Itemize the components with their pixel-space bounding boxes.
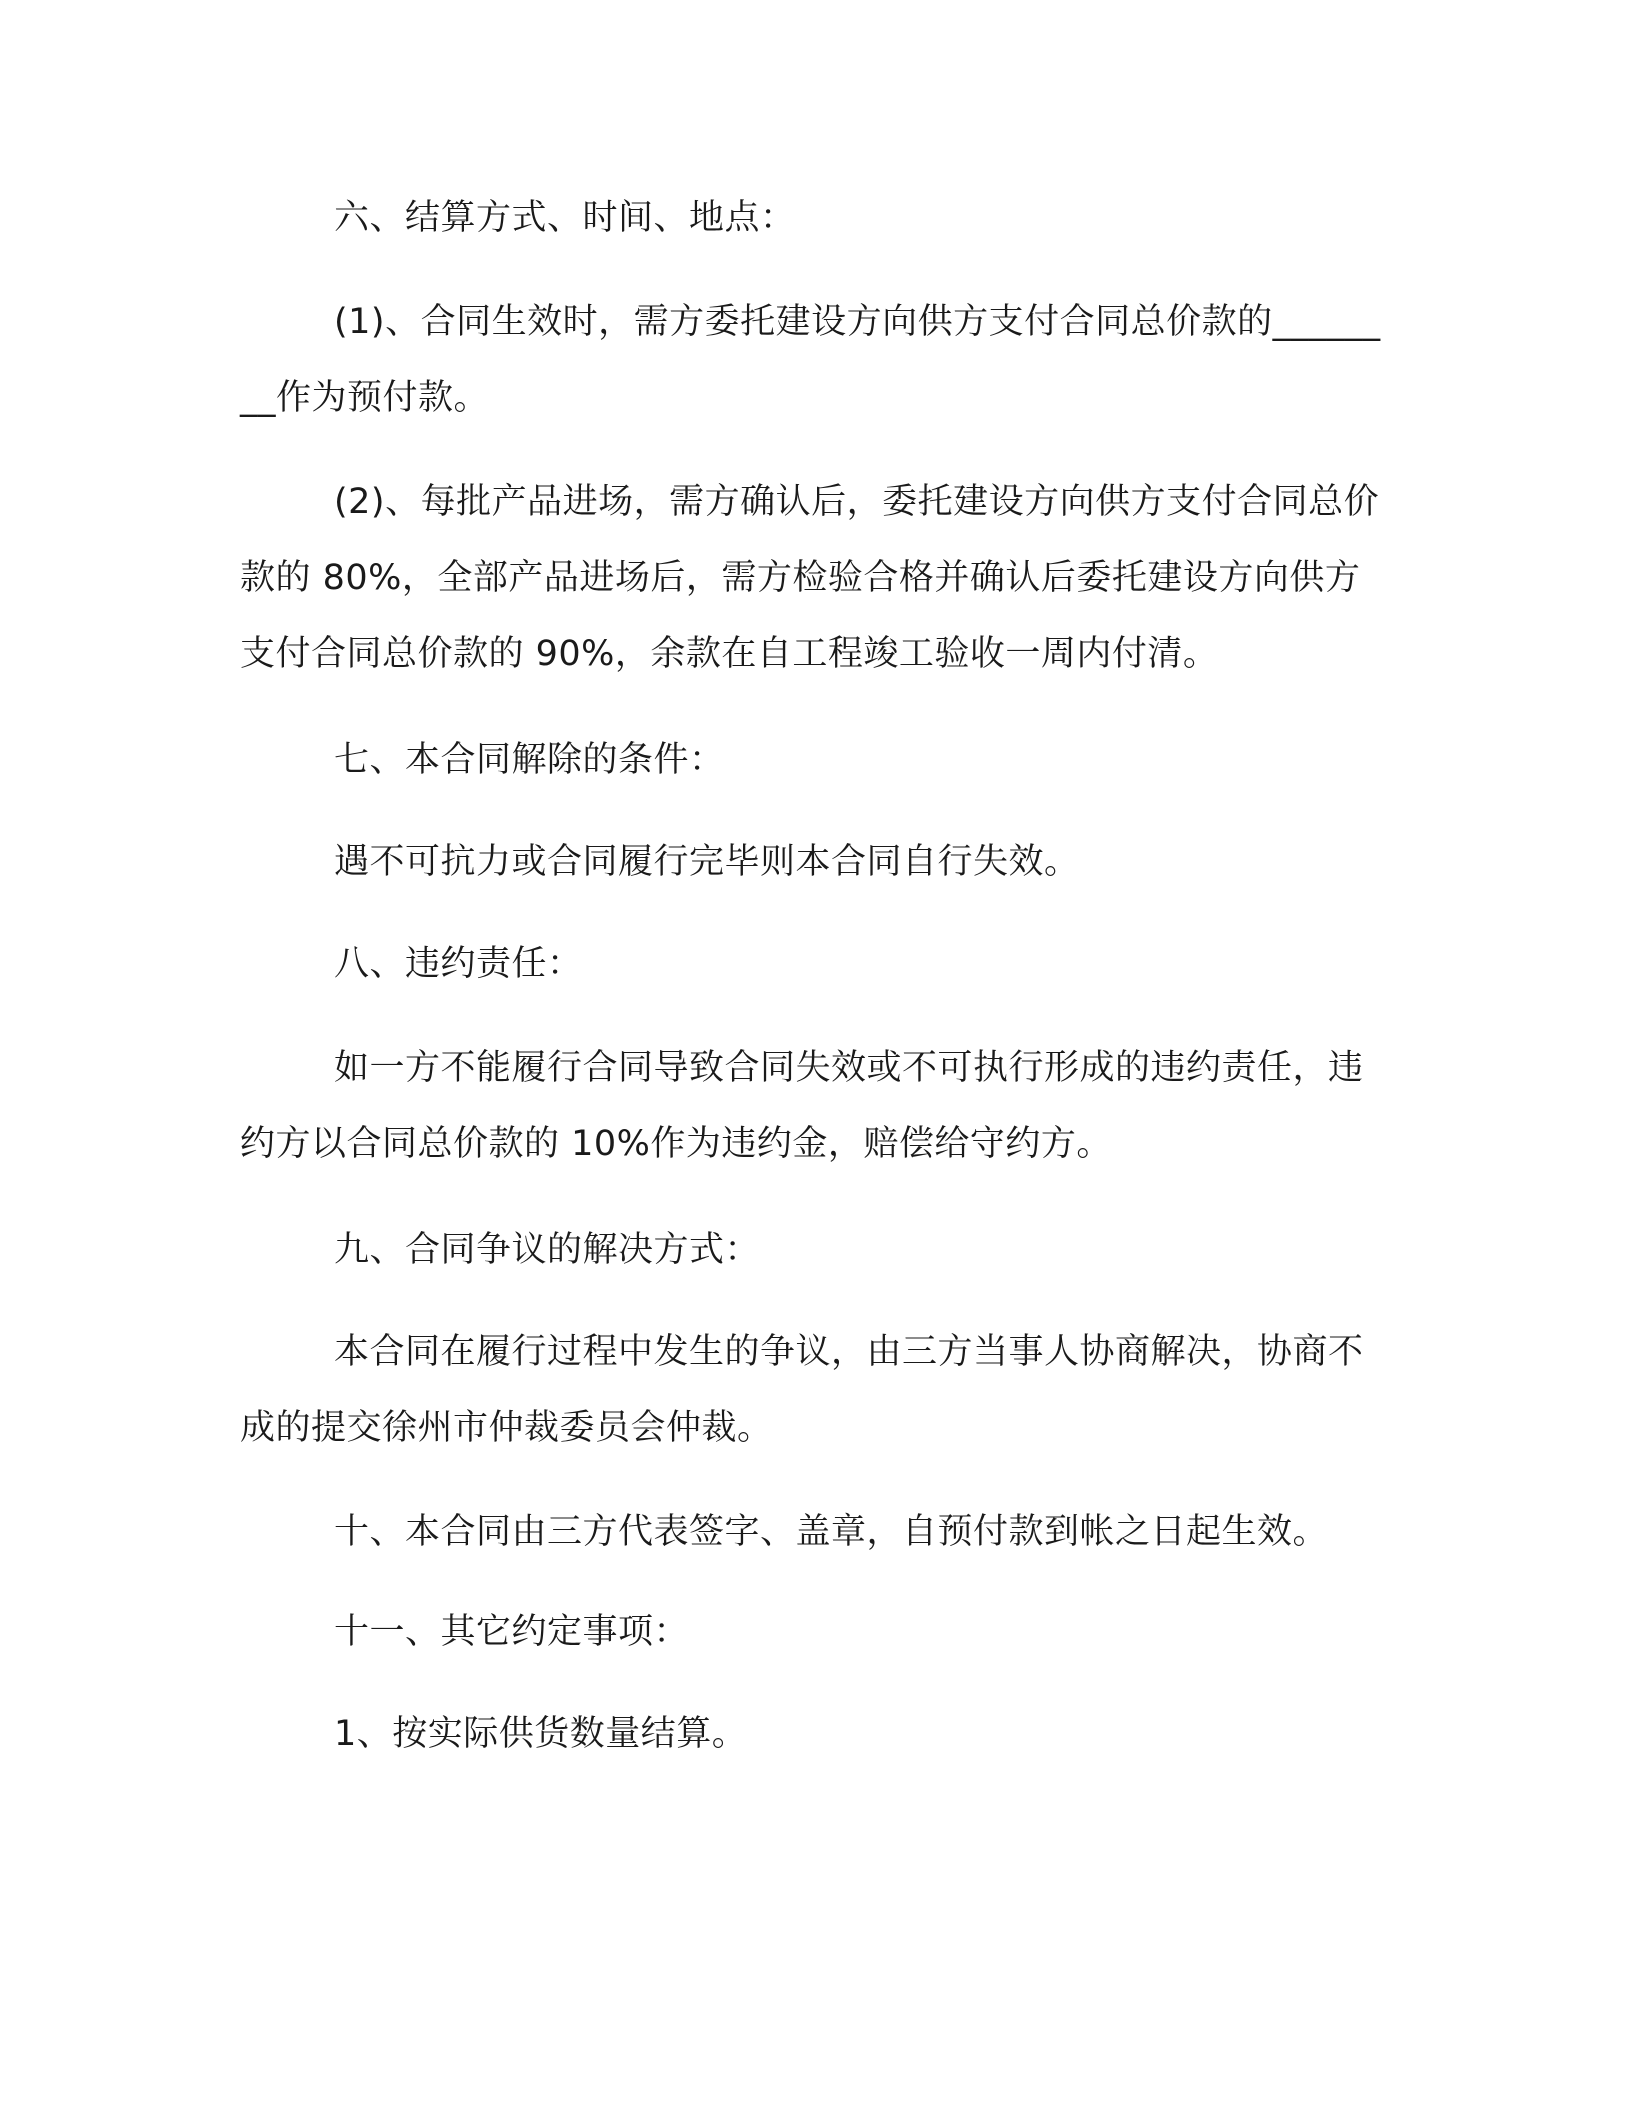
section-8-heading: 八、违约责任： <box>334 944 583 984</box>
clause-6-2: (2)、每批产品进场，需方确认后，委托建设方向供方支付合同总价款的 80%，全部产品进场后，需方检验合格并确认后委托建设方向供方支付合同总价款的 90%，余款在自工程竣工验收一周内付清。 <box>240 482 1380 674</box>
section-11-heading: 十一、其它约定事项： <box>334 1612 690 1652</box>
section-10-text: 十、本合同由三方代表签字、盖章，自预付款到帐之日起生效。 <box>334 1512 1329 1552</box>
section-6-heading: 六、结算方式、时间、地点： <box>334 198 796 238</box>
section-9-heading: 九、合同争议的解决方式： <box>334 1230 761 1270</box>
clause-9-text: 本合同在履行过程中发生的争议，由三方当事人协商解决，协商不成的提交徐州市仲裁委员会仲裁。 <box>240 1332 1364 1448</box>
clause-8-text: 如一方不能履行合同导致合同失效或不可执行形成的违约责任，违约方以合同总价款的 10%作为违约金，赔偿给守约方。 <box>240 1048 1364 1164</box>
clause-11-1: 1、按实际供货数量结算。 <box>334 1714 748 1754</box>
clause-6-1: (1)、合同生效时，需方委托建设方向供方支付合同总价款的________作为预付款。 <box>240 302 1381 418</box>
section-7-heading: 七、本合同解除的条件： <box>334 740 725 780</box>
clause-7-text: 遇不可抗力或合同履行完毕则本合同自行失效。 <box>334 842 1080 882</box>
